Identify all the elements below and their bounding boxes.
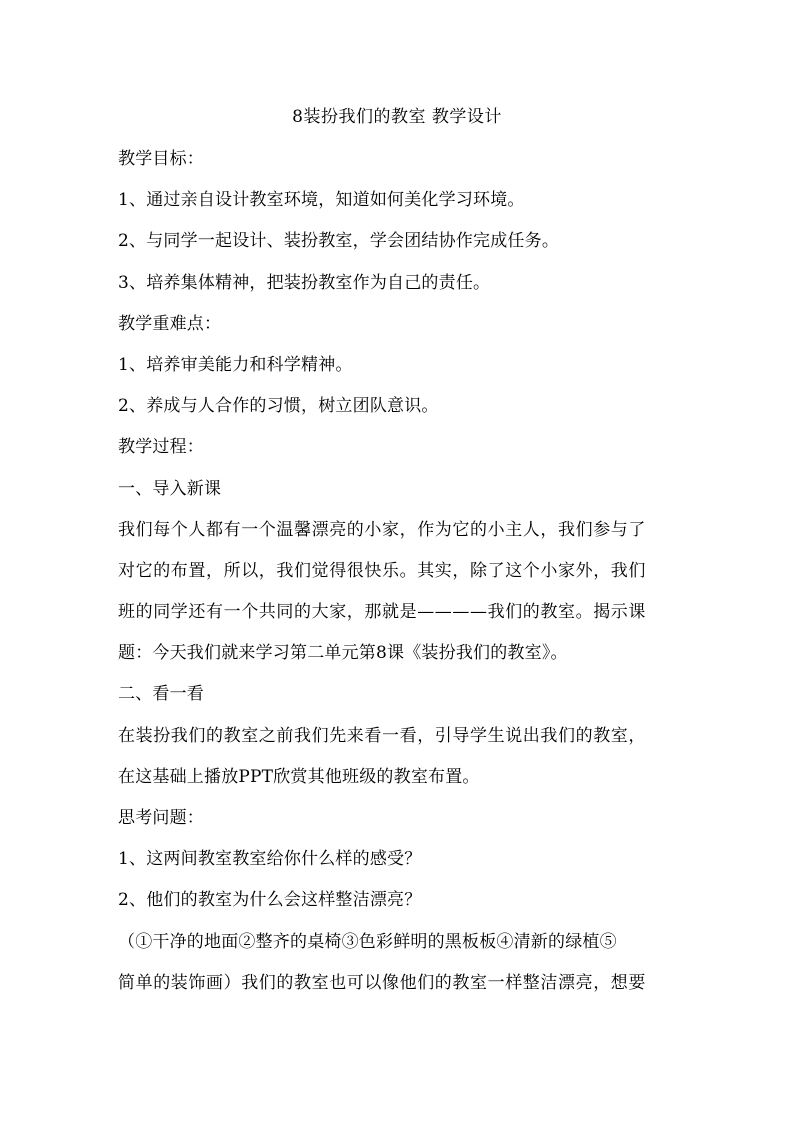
section-heading-objectives: 教学目标： bbox=[118, 149, 204, 169]
objective-item-2: 2、与同学一起设计、装扮教室，学会团结协作完成任务。 bbox=[118, 231, 560, 252]
section-heading-process: 教学过程： bbox=[118, 437, 204, 458]
paragraph-line: 班的同学还有一个共同的大家，那就是————我们的教室。揭示课 bbox=[118, 602, 646, 623]
subsection-heading-questions: 思考问题： bbox=[118, 808, 204, 828]
paragraph-line: 在装扮我们的教室之前我们先来看一看，引导学生说出我们的教室， bbox=[118, 725, 646, 746]
question-item-1: 1、这两间教室教室给你什么样的感受？ bbox=[118, 849, 422, 870]
paragraph-line: 在这基础上播放PPT欣赏其他班级的教室布置。 bbox=[118, 766, 480, 787]
section-heading-key-points: 教学重难点： bbox=[118, 313, 222, 334]
paragraph-line: 我们每个人都有一个温馨漂亮的小家，作为它的小主人，我们参与了 bbox=[118, 519, 646, 540]
question-item-2: 2、他们的教室为什么会这样整洁漂亮？ bbox=[118, 890, 422, 911]
paragraph-line: 题：今天我们就来学习第二单元第8课《装扮我们的教室》。 bbox=[118, 643, 568, 664]
key-point-item-1: 1、培养审美能力和科学精神。 bbox=[118, 354, 353, 375]
subsection-heading-intro: 一、导入新课 bbox=[118, 478, 222, 499]
paragraph-line: （①干净的地面②整齐的桌椅③色彩鲜明的黑板板④清新的绿植⑤ bbox=[118, 931, 617, 952]
key-point-item-2: 2、养成与人合作的习惯，树立团队意识。 bbox=[118, 396, 439, 417]
objective-item-3: 3、培养集体精神，把装扮教室作为自己的责任。 bbox=[118, 272, 491, 293]
objective-item-1: 1、通过亲自设计教室环境，知道如何美化学习环境。 bbox=[118, 190, 525, 211]
document-title: 8装扮我们的教室 教学设计 bbox=[292, 107, 502, 127]
paragraph-line: 对它的布置，所以，我们觉得很快乐。其实，除了这个小家外，我们 bbox=[118, 560, 646, 581]
document-body bbox=[118, 147, 688, 1012]
paragraph-line: 简单的装饰画）我们的教室也可以像他们的教室一样整洁漂亮，想要 bbox=[118, 972, 646, 993]
subsection-heading-look: 二、看一看 bbox=[118, 684, 204, 705]
